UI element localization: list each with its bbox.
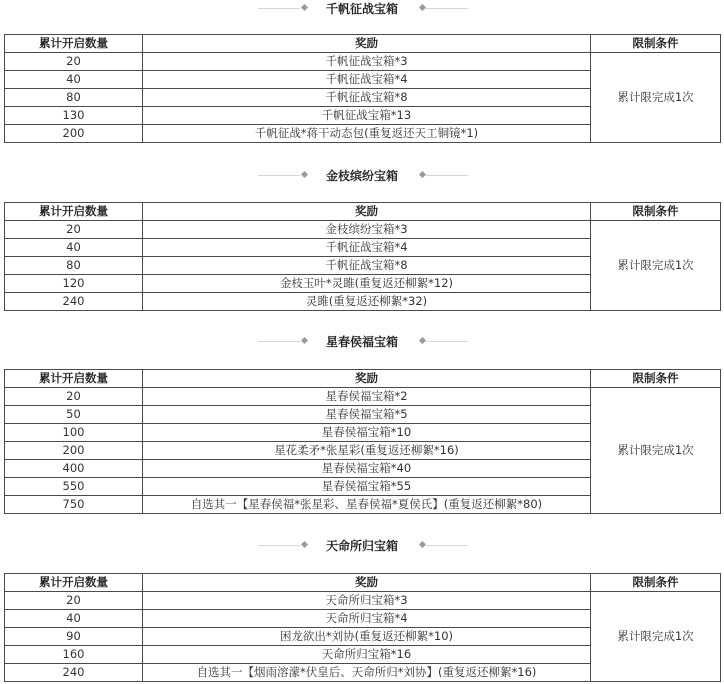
divider-line [426, 545, 468, 546]
count-cell: 240 [5, 293, 143, 311]
header-count: 累计开启数量 [5, 574, 143, 592]
count-cell: 550 [5, 478, 143, 496]
header-limit: 限制条件 [591, 370, 721, 388]
count-cell: 200 [5, 442, 143, 460]
count-cell: 40 [5, 71, 143, 89]
count-cell: 120 [5, 275, 143, 293]
count-cell: 80 [5, 89, 143, 107]
header-count: 累计开启数量 [5, 35, 143, 53]
count-cell: 200 [5, 125, 143, 143]
section-title: 星春侯福宝箱 [325, 335, 398, 349]
section-title-bar [0, 0, 724, 18]
limit-cell: 累计限完成1次 [591, 592, 721, 682]
header-limit: 限制条件 [591, 203, 721, 221]
reward-cell: 千帆征战宝箱*13 [143, 107, 591, 125]
table-row [5, 592, 721, 610]
reward-cell: 天命所归宝箱*3 [143, 592, 591, 610]
reward-cell: 千帆征战宝箱*3 [143, 53, 591, 71]
table-header-row [5, 203, 721, 221]
reward-cell: 星春侯福宝箱*40 [143, 460, 591, 478]
count-cell: 240 [5, 664, 143, 682]
section-title-bar [0, 167, 724, 185]
reward-cell: 星春侯福宝箱*2 [143, 388, 591, 406]
header-count: 累计开启数量 [5, 203, 143, 221]
count-cell: 50 [5, 406, 143, 424]
count-cell: 20 [5, 592, 143, 610]
divider-line [426, 175, 468, 176]
reward-table [4, 573, 721, 682]
header-count: 累计开启数量 [5, 370, 143, 388]
section-tianming [0, 537, 724, 555]
divider-line [426, 8, 468, 9]
header-reward: 奖励 [143, 370, 591, 388]
header-reward: 奖励 [143, 35, 591, 53]
reward-cell: 自选其一【烟雨溶濛*伏皇后、天命所归*刘协】(重复返还柳絮*16) [143, 664, 591, 682]
limit-cell: 累计限完成1次 [591, 388, 721, 514]
table-header-row [5, 574, 721, 592]
limit-cell: 累计限完成1次 [591, 221, 721, 311]
reward-cell: 自选其一【星春侯福*张星彩、星春侯福*夏侯氏】(重复返还柳絮*80) [143, 496, 591, 514]
count-cell: 20 [5, 388, 143, 406]
count-cell: 100 [5, 424, 143, 442]
count-cell: 20 [5, 53, 143, 71]
section-title: 天命所归宝箱 [325, 539, 398, 553]
reward-cell: 金枝缤纷宝箱*3 [143, 221, 591, 239]
table-row [5, 53, 721, 71]
count-cell: 400 [5, 460, 143, 478]
section-title: 金枝缤纷宝箱 [325, 169, 398, 183]
section-xingchun [0, 333, 724, 351]
reward-cell: 金枝玉叶*灵雎(重复返还柳絮*12) [143, 275, 591, 293]
header-limit: 限制条件 [591, 574, 721, 592]
reward-cell: 千帆征战*蒋干动态包(重复返还天工铜镜*1) [143, 125, 591, 143]
reward-cell: 天命所归宝箱*16 [143, 646, 591, 664]
reward-cell: 千帆征战宝箱*8 [143, 89, 591, 107]
reward-cell: 星春侯福宝箱*55 [143, 478, 591, 496]
count-cell: 80 [5, 257, 143, 275]
section-qianfan [0, 0, 724, 18]
reward-table [4, 34, 721, 143]
reward-cell: 星春侯福宝箱*10 [143, 424, 591, 442]
count-cell: 750 [5, 496, 143, 514]
reward-cell: 千帆征战宝箱*4 [143, 71, 591, 89]
section-title-bar [0, 537, 724, 555]
reward-cell: 千帆征战宝箱*8 [143, 257, 591, 275]
count-cell: 40 [5, 239, 143, 257]
count-cell: 130 [5, 107, 143, 125]
reward-table [4, 369, 721, 514]
reward-cell: 灵雎(重复返还柳絮*32) [143, 293, 591, 311]
header-limit: 限制条件 [591, 35, 721, 53]
section-title-bar [0, 333, 724, 351]
count-cell: 40 [5, 610, 143, 628]
section-jinzhi [0, 167, 724, 185]
reward-cell: 星花柔矛*张星彩(重复返还柳絮*16) [143, 442, 591, 460]
section-title: 千帆征战宝箱 [325, 2, 398, 16]
reward-cell: 星春侯福宝箱*5 [143, 406, 591, 424]
count-cell: 20 [5, 221, 143, 239]
limit-cell: 累计限完成1次 [591, 53, 721, 143]
reward-cell: 天命所归宝箱*4 [143, 610, 591, 628]
count-cell: 160 [5, 646, 143, 664]
table-row [5, 388, 721, 406]
reward-table [4, 202, 721, 311]
header-reward: 奖励 [143, 574, 591, 592]
divider-line [426, 341, 468, 342]
header-reward: 奖励 [143, 203, 591, 221]
table-header-row [5, 370, 721, 388]
reward-cell: 千帆征战宝箱*4 [143, 239, 591, 257]
count-cell: 90 [5, 628, 143, 646]
reward-cell: 困龙欲出*刘协(重复返还柳絮*10) [143, 628, 591, 646]
table-row [5, 221, 721, 239]
table-header-row [5, 35, 721, 53]
